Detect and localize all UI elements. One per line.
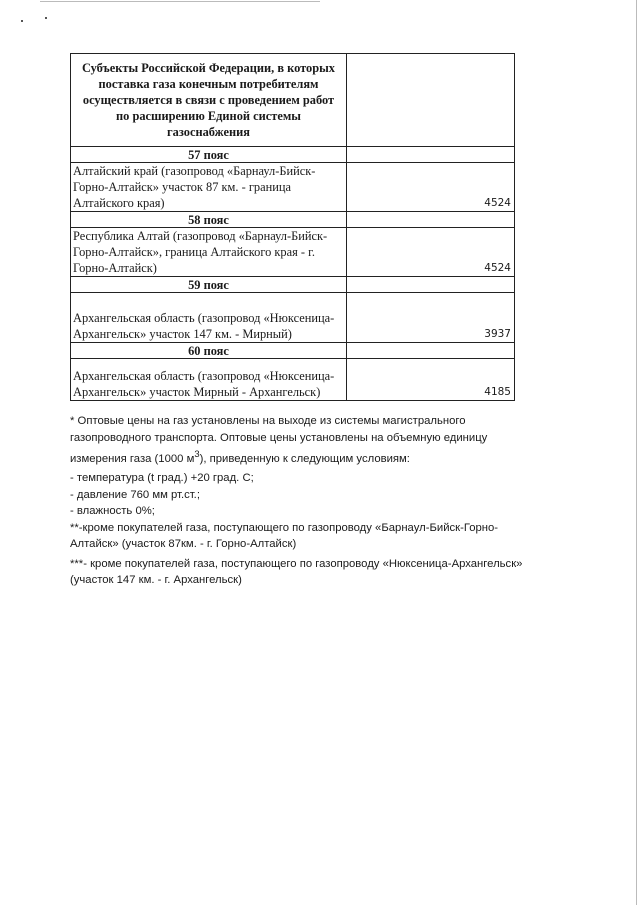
zone-label: 57 пояс bbox=[71, 147, 347, 163]
zone-row bbox=[71, 147, 515, 163]
table-row bbox=[71, 163, 515, 212]
condition-humidity: - влажность 0%; bbox=[70, 505, 155, 518]
price-cell: 4524 bbox=[347, 228, 515, 277]
scan-speck bbox=[21, 20, 23, 22]
zone-row bbox=[71, 212, 515, 228]
zone-label: 60 пояс bbox=[71, 343, 347, 359]
table-header-subjects: Субъекты Российской Федерации, в которых поставка газа конечным потребителям осуществляется в связи с проведением работ по расширению Единой системы газоснабжения bbox=[71, 54, 347, 147]
table-row bbox=[71, 228, 515, 277]
region-cell: Алтайский край (газопровод «Барнаул-Бийск-Горно-Алтайск» участок 87 км. - граница Алтайского края) bbox=[71, 163, 347, 212]
footnote-3: ***- кроме покупателей газа, поступающего по газопроводу «Нюксеница-Архангельск» (участок 147 км. - г. Архангельск) bbox=[70, 557, 523, 587]
price-cell: 4524 bbox=[347, 163, 515, 212]
gas-price-table bbox=[70, 53, 515, 401]
condition-pressure: - давление 760 мм рт.ст.; bbox=[70, 488, 200, 501]
region-cell: Архангельская область (газопровод «Нюксеница-Архангельск» участок Мирный - Архангельск) bbox=[71, 359, 347, 401]
scan-top-edge bbox=[40, 1, 320, 2]
zone-label: 58 пояс bbox=[71, 212, 347, 228]
zone-row bbox=[71, 277, 515, 293]
table-row bbox=[71, 293, 515, 343]
footnote-2: **-кроме покупателей газа, поступающего по газопроводу «Барнаул-Бийск-Горно-Алтайск» (участок 87км. - г. Горно-Алтайск) bbox=[70, 521, 499, 551]
zone-row bbox=[71, 343, 515, 359]
price-cell: 3937 bbox=[347, 293, 515, 343]
table-header-price bbox=[347, 54, 515, 147]
price-cell: 4185 bbox=[347, 359, 515, 401]
table-row bbox=[71, 359, 515, 401]
zone-label: 59 пояс bbox=[71, 277, 347, 293]
region-cell: Архангельская область (газопровод «Нюксеница-Архангельск» участок 147 км. - Мирный) bbox=[71, 293, 347, 343]
table-header-row bbox=[71, 54, 515, 147]
scan-right-edge bbox=[636, 0, 637, 905]
footnotes bbox=[70, 413, 530, 589]
condition-temperature: - температура (t град.) +20 град. С; bbox=[70, 472, 254, 485]
scan-speck bbox=[45, 17, 47, 19]
region-cell: Республика Алтай (газопровод «Барнаул-Бийск-Горно-Алтайск», граница Алтайского края - г. Горно-Алтайск) bbox=[71, 228, 347, 277]
footnote-1: * Оптовые цены на газ установлены на выходе из системы магистрального газопроводного транспорта. Оптовые цены установлены на объемную единицу измерения газа (1000 $м^3$), приведенную к следующим условиям: bbox=[70, 415, 488, 465]
